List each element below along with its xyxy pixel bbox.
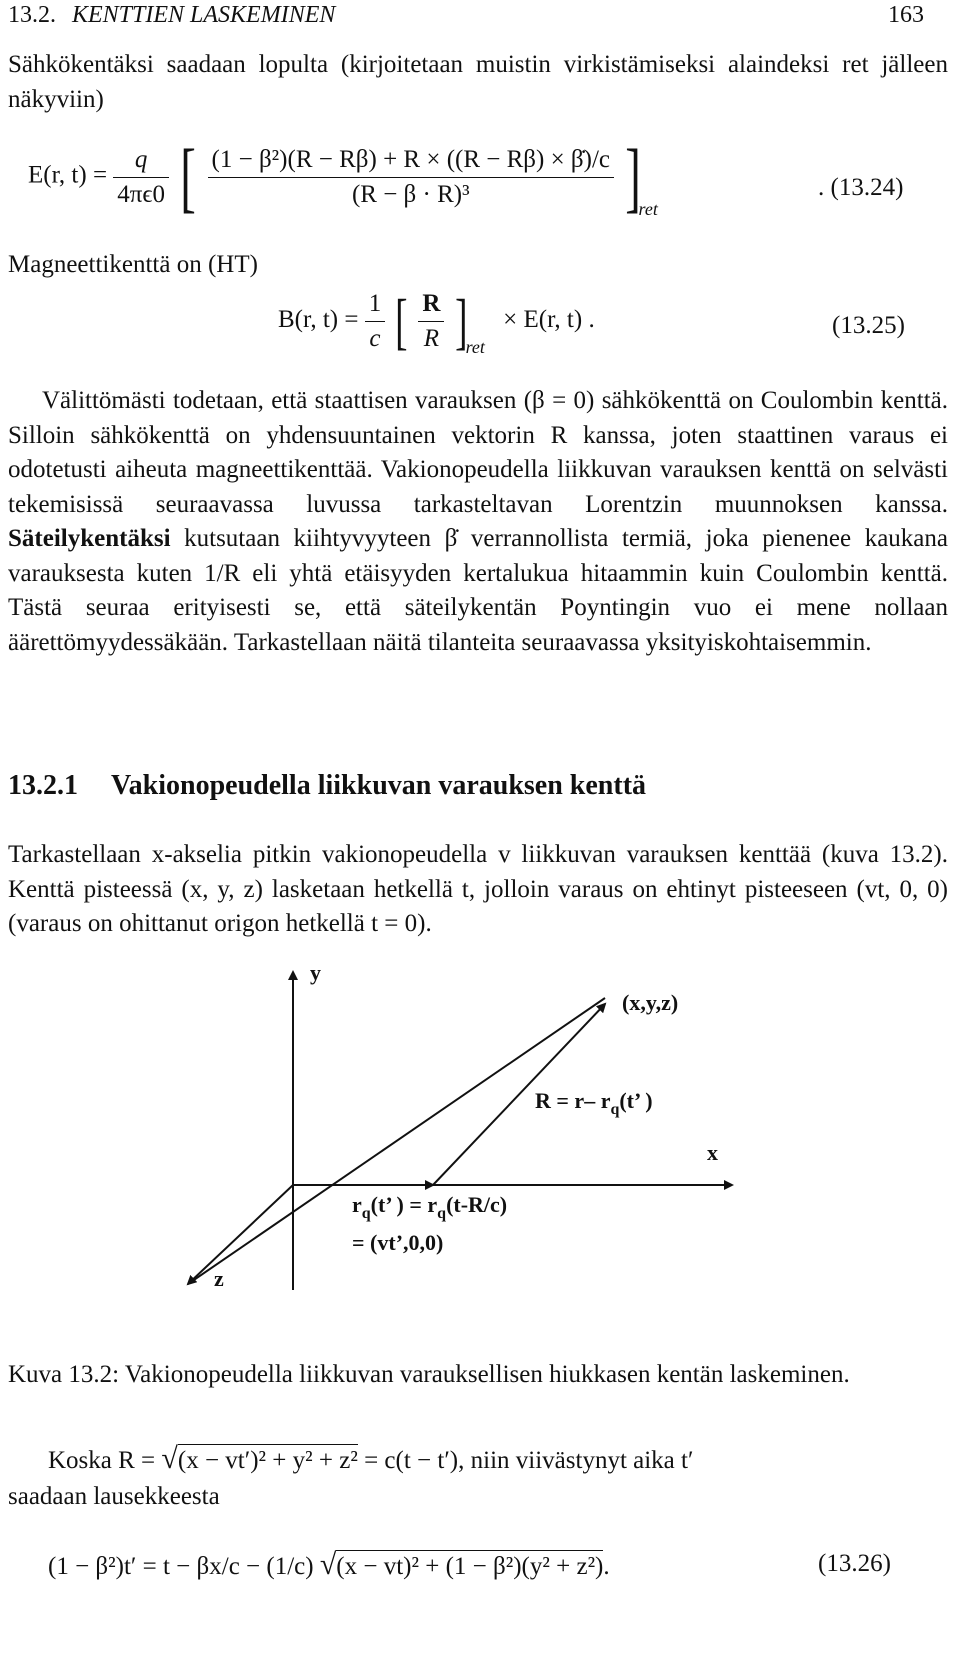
- left-bracket: [: [395, 287, 408, 356]
- sqrt-symbol: √: [319, 1548, 337, 1581]
- paragraph-retarded-time-cont: saadaan lausekkeesta: [8, 1483, 220, 1510]
- eq-13-24-denominator: (R − β · R)³: [351, 180, 470, 208]
- radiation-field-term: Säteilykentäksi: [8, 525, 171, 552]
- equation-13-25: [278, 287, 595, 358]
- intro-paragraph: Sähkökentäksi saadaan lopulta (kirjoitetaan muistin virkistämiseksi alaindeksi ret jälleen näkyviin): [8, 51, 948, 113]
- eq-13-25-ret: ret: [465, 337, 485, 358]
- right-bracket: ]: [625, 133, 642, 220]
- rq-c: (t-R/c): [446, 1192, 508, 1217]
- eq-13-25-prefactor: [365, 290, 386, 353]
- figure-13-2-diagram: [0, 950, 960, 1310]
- paragraph-radiation-rest: kutsutaan kiihtyvyyteen β̇ verrannollista termiä, joka pienenee kaukana varauksesta kuten 1/R eli yhtä etäisyyden kertalukua hitaammin kuin Coulombin kenttä. Tästä seuraa erityisesti se, että säteilykentän Poyntingin vuo ei mene nollaan äärettömyydessäkään. Tarkastellaan näitä tilanteita seuraavassa yksityiskohtaisemmin.: [8, 525, 948, 656]
- R-label-main: R = r– r: [535, 1088, 611, 1113]
- paragraph-radiation: [8, 384, 948, 660]
- R-label: [535, 1088, 653, 1118]
- magnetic-intro: Magneettikenttä on (HT): [8, 251, 258, 278]
- eq-13-25-lhs: B(r, t) =: [278, 306, 359, 334]
- subsection-number: 13.2.1: [8, 770, 78, 801]
- figure-caption: Kuva 13.2: Vakionopeudella liikkuvan varauksellisen hiukkasen kentän laskeminen.: [8, 1361, 850, 1388]
- eq-13-24-numerator: (1 − β²)(R − Rβ) + R × ((R − Rβ) × β̇)/c: [208, 146, 615, 178]
- eq-13-25-inner-fraction: [418, 290, 444, 353]
- eq-13-24-prefactor: [113, 146, 169, 209]
- eq-13-24-prefactor-num: q: [113, 146, 169, 178]
- rq-label-line1: [352, 1192, 507, 1222]
- eq-13-24-number: . (13.24): [818, 174, 904, 201]
- eq-13-25-inner-num: R: [418, 290, 444, 322]
- eq-13-26-sqrt: (x − vt)² + (1 − β²)(y² + z²): [336, 1550, 603, 1580]
- eq-13-25-inner-den: R: [423, 325, 440, 352]
- header-section: 13.2.: [8, 2, 56, 28]
- equation-13-24: [28, 133, 672, 220]
- paragraph-constant-velocity: Tarkastellaan x-akselia pitkin vakionopeudella v liikkuvan varauksen kenttää (kuva 13.2). Kenttä pisteessä (x, y, z) lasketaan hetkellä t, jolloin varaus on ehtinyt pisteeseen (vt, 0, 0) (varaus on ohittanut origon hetkellä t = 0).: [8, 841, 948, 937]
- y-axis-label: y: [310, 960, 321, 985]
- equation-13-26: [48, 1548, 610, 1582]
- rq-label-line2: = (vt’,0,0): [352, 1230, 444, 1255]
- para3-sqrt: (x − vt′)² + y² + z²: [178, 1444, 358, 1474]
- sqrt-symbol: √: [161, 1442, 178, 1475]
- rq-b: (t’ ) = r: [370, 1192, 438, 1217]
- eq-13-24-main-fraction: [208, 146, 615, 209]
- eq-13-25-rhs: × E(r, t) .: [503, 306, 595, 334]
- eq-13-25-number: (13.25): [832, 312, 905, 339]
- para3-a: Koska R =: [48, 1447, 156, 1474]
- rq-sub2: q: [437, 1205, 447, 1222]
- R-label-tail: (t’ ): [619, 1088, 653, 1113]
- left-bracket: [: [180, 133, 197, 220]
- rq-a: r: [352, 1192, 362, 1217]
- header-title: KENTTIEN LASKEMINEN: [72, 2, 336, 28]
- right-bracket: ]: [454, 287, 468, 356]
- eq-13-24-lhs: E(r, t) =: [28, 161, 108, 189]
- eq-13-24-ret: ret: [638, 198, 658, 219]
- z-axis: [188, 1185, 293, 1284]
- point-label: (x,y,z): [622, 990, 679, 1015]
- paragraph-radiation-text: Välittömästi todetaan, että staattisen varauksen (β = 0) sähkökenttä on Coulombin kenttä. Silloin sähkökenttä on yhdensuuntainen vektorin R kanssa, joten staattinen varaus ei odotetusti aiheuta magneettikenttää. Vakionopeudella liikkuvan varauksen kenttä on selvästi tekemisissä seuraavassa luvussa tarkasteltavan Lorentzin muunnoksen kanssa.: [8, 387, 948, 518]
- eq-13-26-tail: .: [603, 1553, 610, 1580]
- eq-13-25-frac-den: c: [369, 325, 381, 352]
- eq-13-26-lhs: (1 − β²)t′ = t − βx/c − (1/c): [48, 1553, 314, 1580]
- paragraph-retarded-time: [48, 1442, 693, 1478]
- rq-sub1: q: [361, 1205, 371, 1222]
- subsection-title: Vakionopeudella liikkuvan varauksen kenttä: [111, 770, 647, 801]
- eq-13-25-frac-num: 1: [365, 290, 386, 322]
- page-number: 163: [888, 2, 924, 28]
- running-header: [8, 2, 335, 29]
- eq-13-26-number: (13.26): [818, 1550, 891, 1577]
- subsection-heading: [8, 770, 646, 802]
- z-axis-label: z: [214, 1266, 224, 1291]
- x-axis-label: x: [707, 1140, 718, 1165]
- eq-13-24-prefactor-den: 4πϵ0: [117, 180, 166, 208]
- R-label-sub: q: [610, 1101, 620, 1118]
- para3-b: = c(t − t′), niin viivästynyt aika t′: [364, 1447, 694, 1474]
